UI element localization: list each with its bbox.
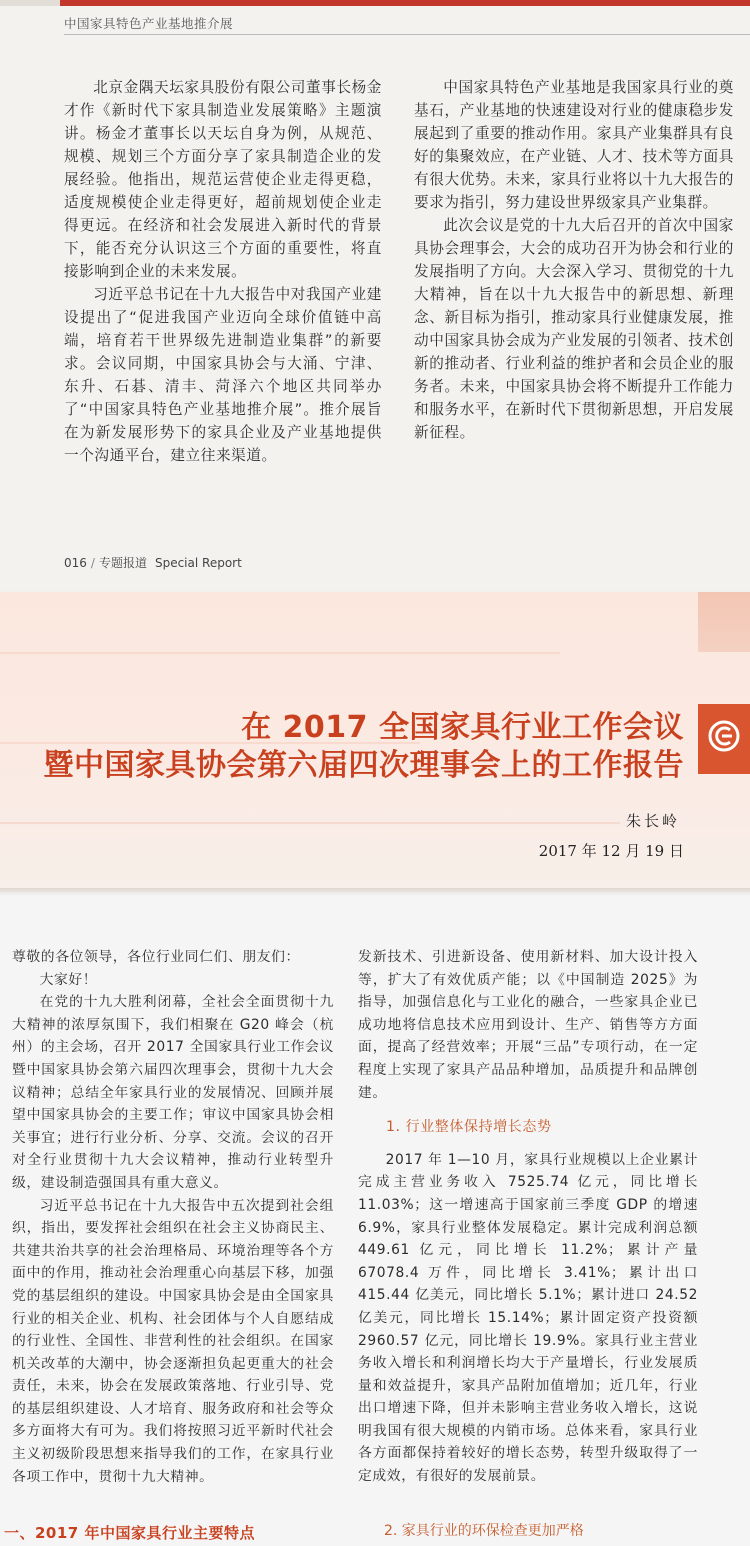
page-number: 016 <box>64 556 87 570</box>
page-fold-shadow <box>0 888 750 896</box>
article-title-line-2: 暨中国家具协会第六届四次理事会上的工作报告 <box>43 748 684 783</box>
paragraph: 习近平总书记在十九大报告中五次提到社会组织，指出，要发挥社会组织在社会主义协商民主、共建共治共享的社会治理格局、环境治理等各个方面中的作用，推动社会治理重心向基层下移，加强党的基层组织的建设。中国家具协会是由全国家具行业的相关企业、机构、社会团体与个人自愿结成的行业性、全国性、非营利性的社会组织。在国家机关改革的大潮中，协会逐渐担负起更重大的社会责任，未来，协会在发展政策落地、行业引导、党的基层组织建设、人才培育、服务政府和社会等众多方面将大有可为。我们将按照习近平新时代社会主义初级阶段思想来指导我们的工作，在家具行业各项工作中，贯彻十九大精神。 <box>12 1197 334 1485</box>
article-right-column <box>358 946 698 1488</box>
top-right-column <box>414 76 734 444</box>
article-author: 朱长岭 <box>625 812 680 830</box>
paragraph: 在党的十九大胜利闭幕，全社会全面贯彻十九大精神的浓厚氛围下，我们相聚在 G20 峰会（杭州）的主会场，召开 2017 全国家具行业工作会议暨中国家具协会第六届四次理事会，贯彻十九大会议精神；总结全年家具行业的发展情况、回顾并展望中国家具协会的主要工作；审议中国家具协会相关事宜；进行行业分析、分享、交流。会议的召开对全行业贯彻十九大会议精神，推动行业转型升级，建设制造强国具有重大意义。 <box>12 994 334 1191</box>
paragraph: 习近平总书记在十九大报告中对我国产业建设提出了“促进我国产业迈向全球价值链中高端，培育若干世界级先进制造业集群”的新要求。会议同期，中国家具协会与大涌、宁津、东升、石碁、清丰、菏泽六个地区共同举办了“中国家具特色产业基地推介展”。推介展旨在为新发展形势下的家具企业及产业基地提供一个沟通平台，建立往来渠道。 <box>64 286 382 464</box>
top-edge <box>0 0 60 6</box>
subheading: 2. 家具行业的环保检查更加严格 <box>384 1523 584 1539</box>
section-name: 专题报道 <box>98 556 147 570</box>
association-logo-icon <box>708 720 740 752</box>
article-title-line-1: 在 2017 全国家具行业工作会议 <box>241 710 684 745</box>
top-accent-bar <box>60 0 750 6</box>
header-rule <box>64 34 750 35</box>
paragraph: 发新技术、引进新设备、使用新材料、加大设计投入等，扩大了有效优质产能；以《中国制造 2025》为指导，加强信息化与工业化的融合，一些家具企业已成功地将信息技术应用到设计、生产、销售等方方面面，提高了经营效率；开展“三品”专项行动，在一定程度上实现了家具产品品种增加，品质提升和品牌创建。 <box>358 949 698 1101</box>
article-left-column <box>12 946 334 1488</box>
folio-separator: / <box>90 556 95 570</box>
salutation: 尊敬的各位领导，各位行业同仁们、朋友们： <box>12 949 300 965</box>
paragraph: 此次会议是党的十九大后召开的首次中国家具协会理事会，大会的成功召开为协会和行业的发展指明了方向。大会深入学习、贯彻党的十九大精神，旨在以十九大报告中的新思想、新理念、新目标为指引，推动家具行业健康发展，推动中国家具协会成为产业发展的引领者、技术创新的推动者、行业利益的维护者和会员企业的服务者。未来，中国家具协会将不断提升工作能力和服务水平，在新时代下贯彻新思想，开启发展新征程。 <box>414 217 734 441</box>
top-left-column <box>64 76 382 467</box>
subheading: 1. 行业整体保持增长态势 <box>386 1119 552 1136</box>
greeting: 大家好！ <box>39 971 98 988</box>
paragraph: 北京金隅天坛家具股份有限公司董事长杨金才作《新时代下家具制造业发展策略》主题演讲。杨金才董事长以天坛自身为例，从规范、规模、规划三个方面分享了家具制造企业的发展经验。他指出，规范运营使企业走得更稳，适度规模使企业走得更好，超前规划使企业走得更远。在经济和社会发展进入新时代的背景下，能否充分认识这三个方面的重要性，将直接影响到企业的未来发展。 <box>64 79 382 280</box>
article-date: 2017 年 12 月 19 日 <box>538 842 684 860</box>
paragraph: 中国家具特色产业基地是我国家具行业的奠基石，产业基地的快速建设对行业的健康稳步发展起到了重要的推动作用。家具产业集群具有良好的集聚效应，在产业链、人才、技术等方面具有很大优势。未来，家具行业将以十九大报告的要求为指引，努力建设世界级家具产业集群。 <box>414 79 734 211</box>
section-heading: 一、2017 年中国家具行业主要特点 <box>4 1524 255 1542</box>
paragraph: 2017 年 1—10 月，家具行业规模以上企业累计完成主营业务收入 7525.74 亿元，同比增长 11.03%；这一增速高于国家前三季度 GDP 的增速 6.9%，家具行业整体发展稳定。累计完成利润总额 449.61 亿元，同比增长 11.2%；累计产量 67078.4 万件，同比增长 3.41%；累计出口 415.44 亿美元，同比增长 5.1%；累计进口 24.52 亿美元，同比增长 15.14%；累计固定资产投资额 2960.57 亿元，同比增长 19.9%。家具行业主营业务收入增长和利润增长均大于产量增长，行业发展质量和效益提升，家具产品附加值增加；近几年，行业出口增速下降，但并未影响主营业务收入增长，这说明我国有很大规模的内销市场。总体来看，家具行业各方面都保持着较好的增长态势，转型升级取得了一定成效，有很好的发展前景。 <box>358 1151 698 1485</box>
running-title: 中国家具特色产业基地推介展 <box>64 16 234 31</box>
section-name-en: Special Report <box>154 556 242 570</box>
page-folio <box>64 554 242 571</box>
